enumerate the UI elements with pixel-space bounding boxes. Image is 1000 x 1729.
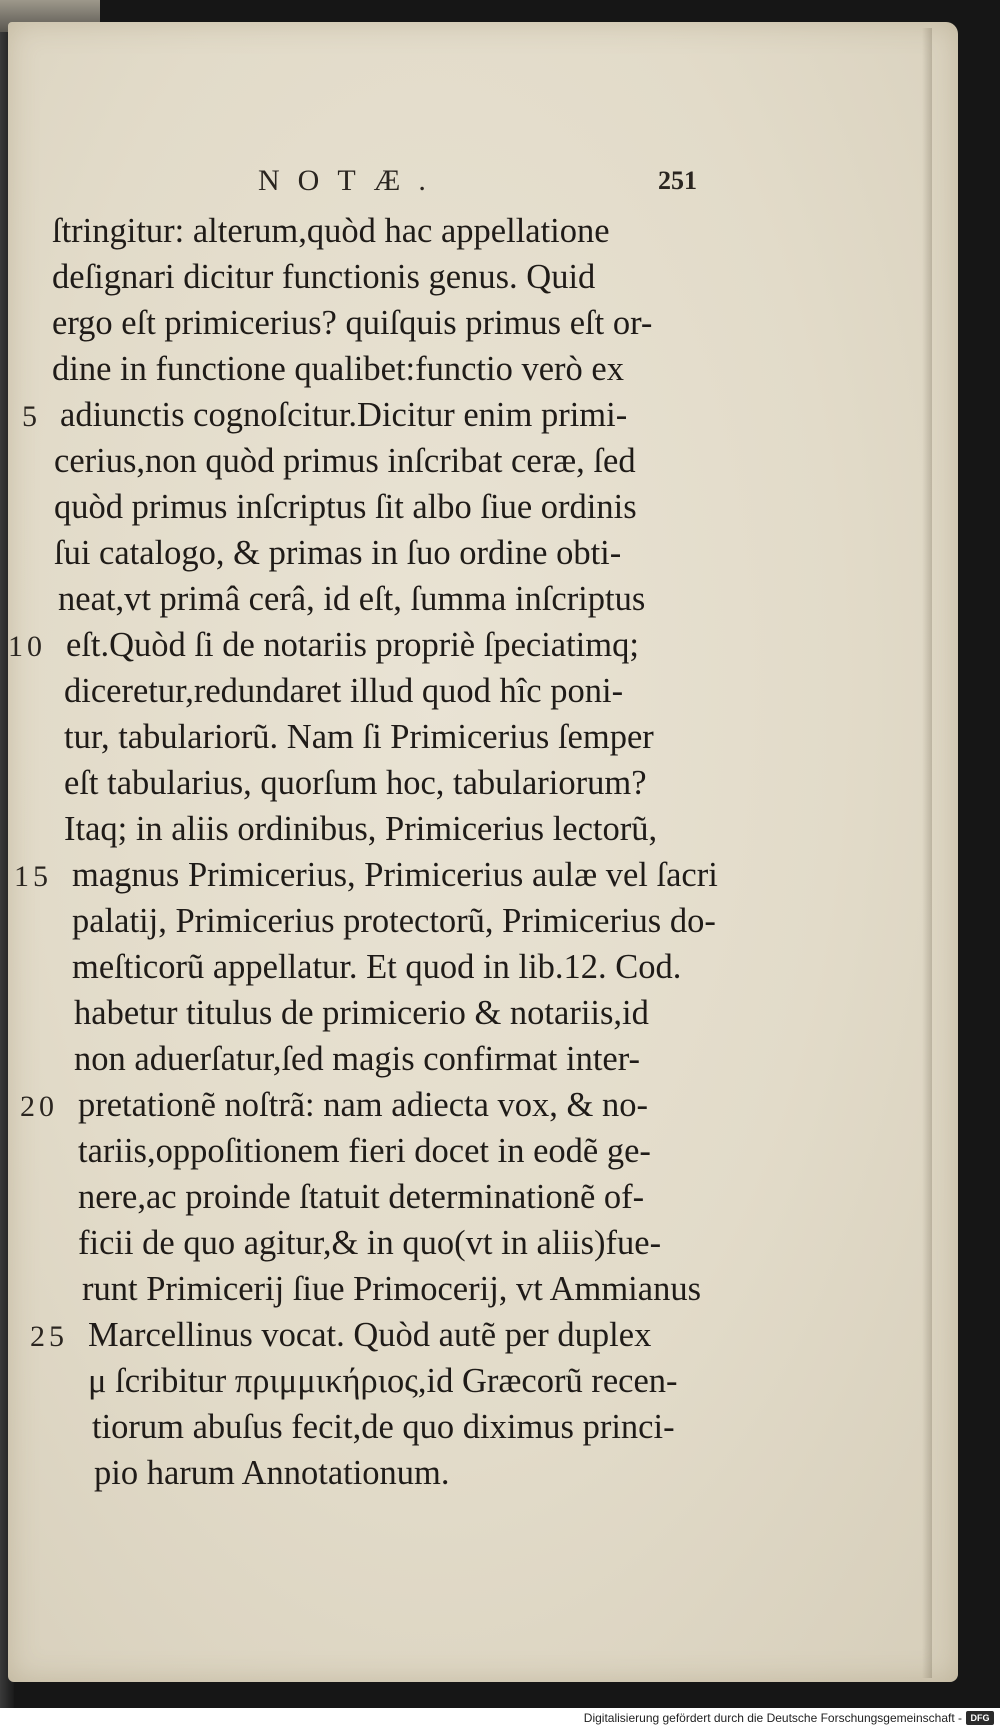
text-line (8, 1220, 958, 1266)
text-line (8, 576, 958, 622)
text-line (8, 208, 958, 254)
line-text: pretationẽ noſtrã: nam adiecta vox, & no- (78, 1086, 649, 1124)
text-line (8, 622, 958, 668)
line-text: eſt.Quòd ſi de notariis propriè ſpeciatimq; (66, 626, 639, 664)
line-text: Marcellinus vocat. Quòd autẽ per duplex (88, 1316, 652, 1354)
text-line (8, 346, 958, 392)
line-text: ergo eſt primicerius? quiſquis primus eſt or- (52, 304, 653, 342)
funding-credit: Digitalisierung gefördert durch die Deutsche Forschungsgemeinschaft - (583, 1711, 962, 1725)
text-line (8, 806, 958, 852)
text-line (8, 1266, 958, 1312)
text-line (8, 990, 958, 1036)
text-line (8, 254, 958, 300)
line-text: ficii de quo agitur,& in quo(vt in aliis)fue- (78, 1224, 662, 1262)
text-line (8, 1082, 958, 1128)
text-line (8, 898, 958, 944)
line-text: neat,vt primâ cerâ, id eſt, ſumma inſcriptus (58, 580, 646, 618)
line-number: 25 (30, 1320, 68, 1353)
text-line (8, 1128, 958, 1174)
dfg-logo: DFG (966, 1711, 994, 1725)
running-head (8, 164, 958, 204)
line-text: deſignari dicitur functionis genus. Quid (52, 258, 596, 296)
line-text: quòd primus inſcriptus ſit albo ſiue ordinis (54, 488, 637, 526)
line-text: pio harum Annotationum. (94, 1454, 450, 1492)
line-text: tur, tabulariorũ. Nam ſi Primicerius ſemper (64, 718, 654, 756)
text-line (8, 760, 958, 806)
line-text: magnus Primicerius, Primicerius aulæ vel ſacri (72, 856, 718, 894)
text-line (8, 944, 958, 990)
line-text: μ ſcribitur πριμμικήριος,id Græcorũ recen- (88, 1362, 678, 1400)
line-text: habetur titulus de primicerio & notariis,id (74, 994, 649, 1032)
line-text: meſticorũ appellatur. Et quod in lib.12. Cod. (72, 948, 682, 986)
line-number: 10 (8, 630, 46, 663)
line-number: 5 (22, 400, 37, 433)
line-text: tariis,oppoſitionem fieri docet in eodẽ ge- (78, 1132, 651, 1170)
text-line (8, 1036, 958, 1082)
body-text (8, 208, 958, 1496)
book-page (8, 22, 958, 1682)
page-number: 251 (658, 166, 697, 195)
text-line (8, 438, 958, 484)
text-line (8, 714, 958, 760)
line-text: palatij, Primicerius protectorũ, Primicerius do- (72, 902, 716, 940)
line-number: 20 (20, 1090, 58, 1123)
line-text: diceretur,redundaret illud quod hîc poni- (64, 672, 624, 710)
text-line (8, 1404, 958, 1450)
line-text: cerius,non quòd primus inſcribat ceræ, ſed (54, 442, 636, 480)
text-line (8, 1358, 958, 1404)
line-text: ſui catalogo, & primas in ſuo ordine obti- (54, 534, 622, 572)
page-edge-shadow (922, 28, 932, 1678)
line-text: non aduerſatur,ſed magis confirmat inter- (74, 1040, 641, 1078)
line-text: ſtringitur: alterum,quòd hac appellatione (52, 212, 610, 250)
line-text: Itaq; in aliis ordinibus, Primicerius lectorũ, (64, 810, 658, 848)
line-text: runt Primicerij ſiue Primocerij, vt Ammianus (82, 1270, 701, 1308)
text-line (8, 1312, 958, 1358)
text-line (8, 1174, 958, 1220)
text-line (8, 392, 958, 438)
text-line (8, 1450, 958, 1496)
text-line (8, 852, 958, 898)
line-text: dine in functione qualibet:functio verò ex (52, 350, 624, 388)
running-head-title: NOTÆ. (258, 164, 444, 197)
line-text: nere,ac proinde ſtatuit determinationẽ of- (78, 1178, 645, 1216)
text-line (8, 530, 958, 576)
text-line (8, 668, 958, 714)
text-line (8, 300, 958, 346)
line-text: eſt tabularius, quorſum hoc, tabulariorum? (64, 764, 647, 802)
text-line (8, 484, 958, 530)
line-text: tiorum abuſus fecit,de quo diximus princi- (92, 1408, 675, 1446)
line-number: 15 (14, 860, 52, 893)
digitization-footer (0, 1708, 1000, 1729)
line-text: adiunctis cognoſcitur.Dicitur enim primi- (60, 396, 628, 434)
